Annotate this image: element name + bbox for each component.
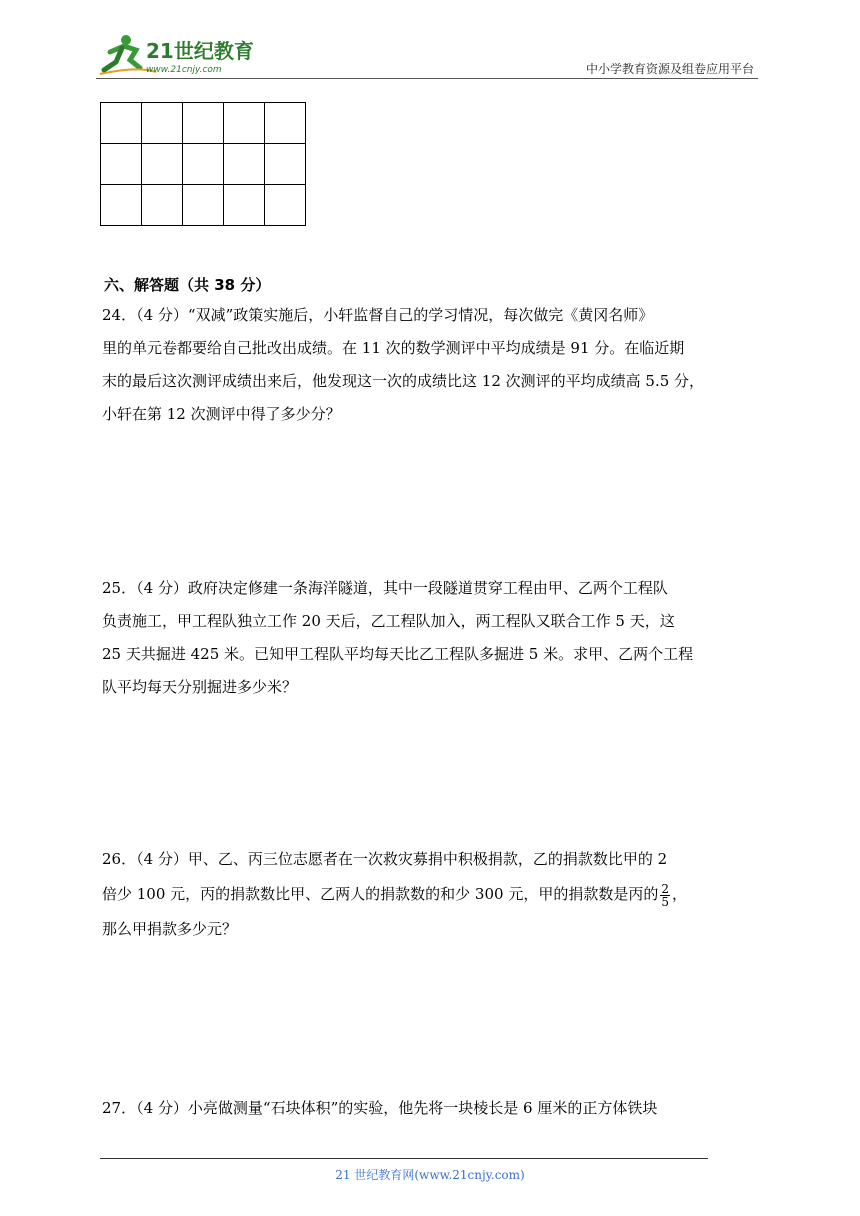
answer-grid (100, 102, 306, 226)
runner-logo-icon (96, 30, 266, 78)
section-title: 六、解答题（共 38 分） (104, 276, 271, 294)
header-divider (96, 78, 758, 79)
question-line: 25 天共掘进 425 米。已知甲工程队平均每天比乙工程队多掘进 5 米。求甲、乙两个工程 (102, 645, 694, 663)
fraction-denominator: 5 (661, 894, 669, 909)
fraction-numerator: 2 (661, 881, 669, 896)
question-27 (102, 1092, 762, 1125)
question-line: 26．（4 分）甲、乙、丙三位志愿者在一次救灾募捐中积极捐款，乙的捐款数比甲的 2 (102, 850, 668, 868)
footer-divider (100, 1158, 708, 1159)
question-line: 24．（4 分）“双减”政策实施后，小轩监督自己的学习情况，每次做完《黄冈名师》 (102, 306, 654, 324)
question-line: 负责施工，甲工程队独立工作 20 天后，乙工程队加入，两工程队又联合工作 5 天，这 (102, 612, 675, 630)
question-line: 里的单元卷都要给自己批改出成绩。在 11 次的数学测评中平均成绩是 91 分。在临近期 (102, 339, 685, 357)
question-line: 27．（4 分）小亮做测量“石块体积”的实验，他先将一块棱长是 6 厘米的正方体铁块 (102, 1099, 658, 1117)
question-line: 那么甲捐款多少元？ (102, 920, 238, 938)
fraction (660, 883, 670, 908)
question-line: 小轩在第 12 次测评中得了多少分？ (102, 405, 341, 423)
footer-link[interactable]: 21 世纪教育网(www.21cnjy.com) (335, 1168, 525, 1182)
question-line: 末的最后这次测评成绩出来后，他发现这一次的成绩比这 12 次测评的平均成绩高 5.5 分， (102, 372, 705, 390)
question-text: ， (671, 885, 687, 903)
question-25 (102, 572, 762, 704)
logo-text: 21世纪教育 (146, 39, 254, 63)
question-text: 倍少 100 元，丙的捐款数比甲、乙两人的捐款数的和少 300 元，甲的捐款数是丙的 (102, 885, 659, 903)
platform-name: 中小学教育资源及组卷应用平台 (585, 62, 754, 76)
question-24 (102, 299, 762, 431)
question-26 (102, 842, 762, 947)
site-logo (96, 30, 266, 78)
question-line (102, 877, 762, 912)
question-line: 25．（4 分）政府决定修建一条海洋隧道，其中一段隧道贯穿工程由甲、乙两个工程队 (102, 579, 668, 597)
logo-url: www.21cnjy.com (146, 65, 222, 75)
question-line: 队平均每天分别掘进多少米？ (102, 678, 298, 696)
